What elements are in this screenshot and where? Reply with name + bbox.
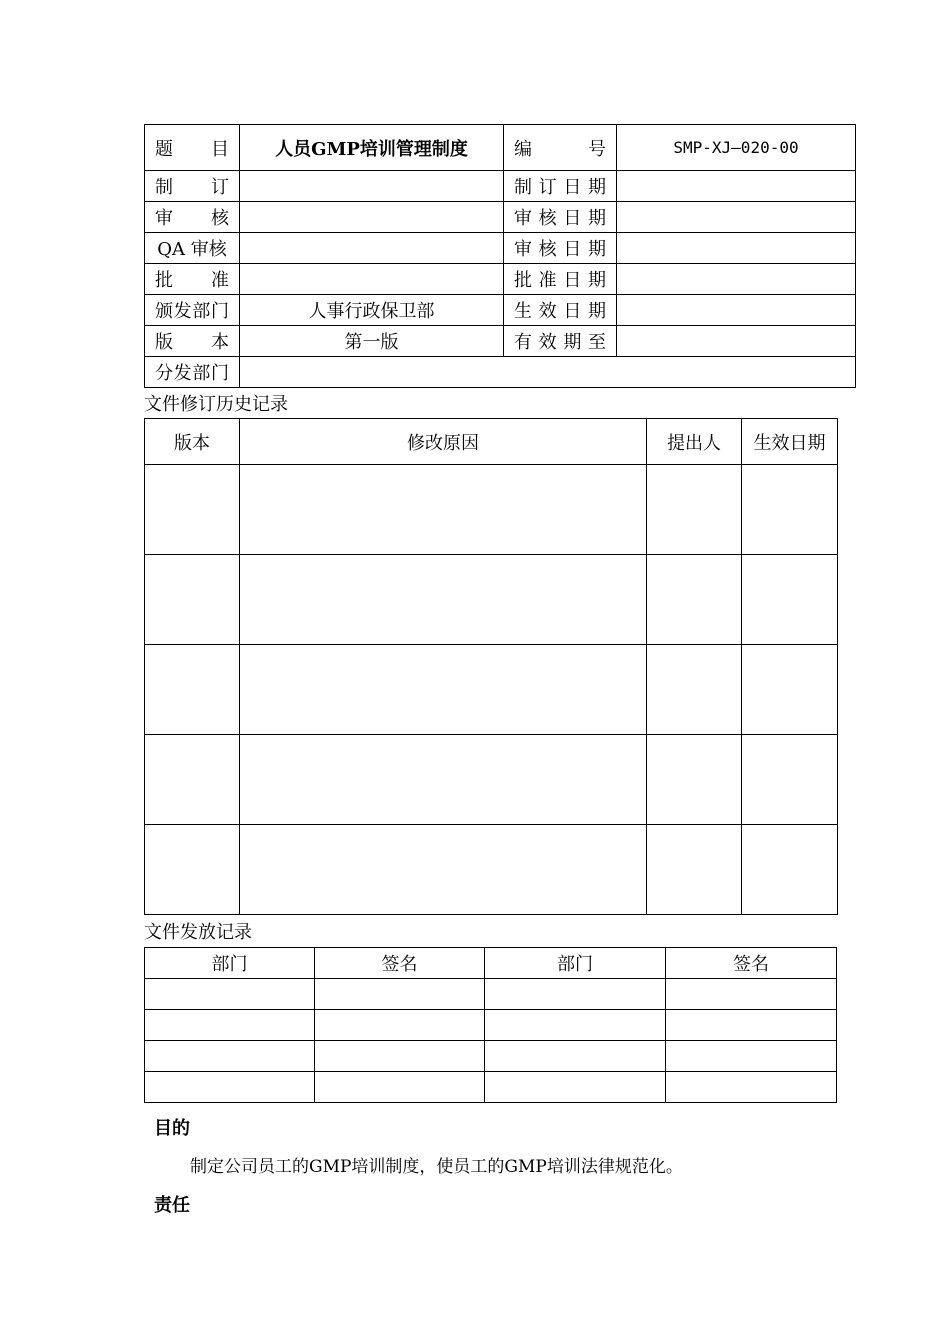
table-cell — [145, 1072, 315, 1103]
distribution-record-table — [144, 947, 837, 1103]
table-cell — [240, 735, 647, 825]
table-cell — [145, 825, 240, 915]
table-cell — [742, 465, 838, 555]
table-row — [145, 735, 838, 825]
document-title: 人员GMP培训管理制度 — [240, 125, 504, 171]
date-label: 审核日期 — [504, 202, 617, 233]
row-label: 批准 — [145, 264, 240, 295]
distribution-dept-value — [240, 357, 856, 388]
table-cell — [742, 645, 838, 735]
table-cell — [145, 735, 240, 825]
table-cell — [647, 555, 742, 645]
table-cell — [145, 1010, 315, 1041]
column-header: 部门 — [485, 948, 666, 979]
table-cell — [315, 1041, 485, 1072]
purpose-heading: 目的 — [154, 1118, 190, 1139]
table-cell — [485, 979, 666, 1010]
table-cell — [240, 465, 647, 555]
table-row — [145, 1072, 837, 1103]
date-value — [617, 326, 856, 357]
date-value — [617, 202, 856, 233]
table-row — [145, 645, 838, 735]
table-cell — [315, 1010, 485, 1041]
table-cell — [647, 465, 742, 555]
document-header-table — [144, 124, 856, 388]
distribution-record-label: 文件发放记录 — [144, 922, 252, 943]
purpose-text: 制定公司员工的GMP培训制度，使员工的GMP培训法律规范化。 — [190, 1157, 683, 1177]
row-value — [240, 171, 504, 202]
distribution-header-row — [145, 948, 837, 979]
revision-history-label: 文件修订历史记录 — [144, 394, 288, 415]
table-cell — [647, 645, 742, 735]
column-header: 修改原因 — [240, 419, 647, 465]
date-value — [617, 264, 856, 295]
table-cell — [240, 555, 647, 645]
table-cell — [647, 735, 742, 825]
date-value — [617, 295, 856, 326]
table-cell — [485, 1010, 666, 1041]
table-row — [145, 979, 837, 1010]
table-row — [145, 555, 838, 645]
table-cell — [315, 979, 485, 1010]
row-value — [240, 202, 504, 233]
table-cell — [647, 825, 742, 915]
table-cell — [145, 1041, 315, 1072]
table-cell — [666, 979, 837, 1010]
header-row — [145, 202, 856, 233]
document-number: SMP-XJ—020-00 — [617, 125, 856, 171]
table-cell — [742, 555, 838, 645]
header-row — [145, 326, 856, 357]
header-row — [145, 171, 856, 202]
header-row — [145, 295, 856, 326]
table-cell — [145, 979, 315, 1010]
table-cell — [666, 1041, 837, 1072]
distribution-dept-label: 分发部门 — [145, 357, 240, 388]
table-cell — [742, 735, 838, 825]
table-cell — [485, 1041, 666, 1072]
row-value: 第一版 — [240, 326, 504, 357]
header-row — [145, 233, 856, 264]
column-header: 生效日期 — [742, 419, 838, 465]
date-label: 审核日期 — [504, 233, 617, 264]
revision-history-table — [144, 418, 838, 915]
header-row-title — [145, 125, 856, 171]
date-value — [617, 171, 856, 202]
date-label: 制订日期 — [504, 171, 617, 202]
row-label: 颁发部门 — [145, 295, 240, 326]
table-row — [145, 825, 838, 915]
table-cell — [145, 555, 240, 645]
table-cell — [485, 1072, 666, 1103]
column-header: 签名 — [666, 948, 837, 979]
date-label: 生效日期 — [504, 295, 617, 326]
table-cell — [315, 1072, 485, 1103]
revision-header-row — [145, 419, 838, 465]
row-label: QA 审核 — [145, 233, 240, 264]
table-cell — [666, 1010, 837, 1041]
table-cell — [240, 645, 647, 735]
date-value — [617, 233, 856, 264]
table-cell — [145, 465, 240, 555]
row-value — [240, 264, 504, 295]
header-row-distribution — [145, 357, 856, 388]
number-label: 编号 — [504, 125, 617, 171]
row-label: 审核 — [145, 202, 240, 233]
responsibility-heading: 责任 — [154, 1195, 190, 1216]
date-label: 有效期至 — [504, 326, 617, 357]
table-row — [145, 1041, 837, 1072]
column-header: 提出人 — [647, 419, 742, 465]
table-row — [145, 1010, 837, 1041]
header-row — [145, 264, 856, 295]
table-cell — [145, 645, 240, 735]
table-row — [145, 465, 838, 555]
date-label: 批准日期 — [504, 264, 617, 295]
row-value — [240, 233, 504, 264]
title-label: 题目 — [145, 125, 240, 171]
table-cell — [666, 1072, 837, 1103]
row-label: 制订 — [145, 171, 240, 202]
column-header: 部门 — [145, 948, 315, 979]
row-label: 版本 — [145, 326, 240, 357]
column-header: 签名 — [315, 948, 485, 979]
table-cell — [240, 825, 647, 915]
table-cell — [742, 825, 838, 915]
row-value: 人事行政保卫部 — [240, 295, 504, 326]
column-header: 版本 — [145, 419, 240, 465]
